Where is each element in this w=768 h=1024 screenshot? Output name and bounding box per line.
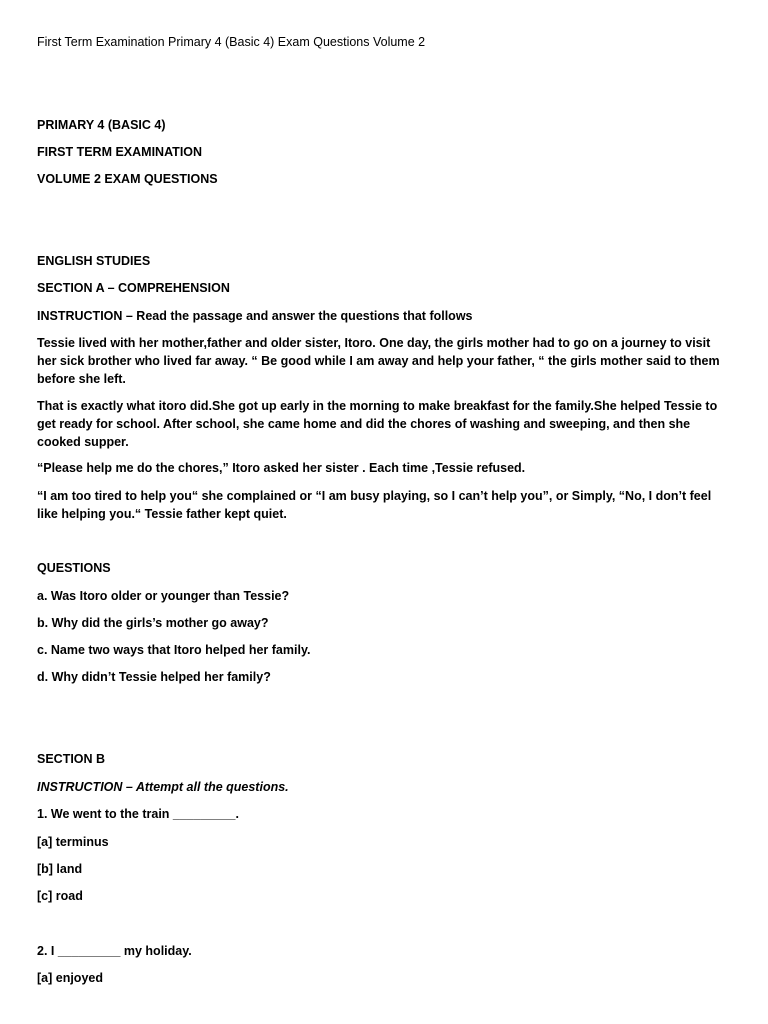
question-1-option: [b] land — [37, 862, 83, 876]
question-item: d. Why didn’t Tessie helped her family? — [37, 670, 271, 684]
question-1-stem: 1. We went to the train _________. — [37, 807, 239, 821]
question-2-stem: 2. I _________ my holiday. — [37, 944, 192, 958]
section-b-instruction: INSTRUCTION – Attempt all the questions. — [37, 780, 289, 794]
passage-paragraph-4: “I am too tired to help you“ she complained or “I am busy playing, so I can’t help you”, or Simply, “No, I don’t feel like helping you.“ Tessie father kept quiet. — [37, 489, 712, 521]
question-1-option: [a] terminus — [37, 835, 109, 849]
volume-heading: VOLUME 2 EXAM QUESTIONS — [37, 172, 218, 186]
question-2-option: [a] enjoyed — [37, 971, 103, 985]
questions-heading: QUESTIONS — [37, 561, 111, 575]
section-a-instruction: INSTRUCTION – Read the passage and answer the questions that follows — [37, 309, 473, 323]
document-title: First Term Examination Primary 4 (Basic 4) Exam Questions Volume 2 — [37, 35, 426, 49]
question-1-option: [c] road — [37, 889, 83, 903]
subject-heading: ENGLISH STUDIES — [37, 254, 151, 268]
passage-paragraph-3: “Please help me do the chores,” Itoro asked her sister . Each time ,Tessie refused. — [37, 461, 526, 475]
passage-paragraph-1: Tessie lived with her mother,father and older sister, Itoro. One day, the girls mother had to go on a journey to visit her sick brother who lived far away. “ Be good while I am away and help your father, “ the girls mother said to them before she left. — [37, 336, 720, 386]
question-item: b. Why did the girls’s mother go away? — [37, 616, 269, 630]
section-b-heading: SECTION B — [37, 752, 106, 766]
question-item: a. Was Itoro older or younger than Tessie? — [37, 589, 290, 603]
class-heading: PRIMARY 4 (BASIC 4) — [37, 118, 166, 132]
section-a-heading: SECTION A – COMPREHENSION — [37, 281, 230, 295]
passage-paragraph-2: That is exactly what itoro did.She got up early in the morning to make breakfast for the family.She helped Tessie to get ready for school. After school, she came home and did the chores of washing and sweeping, and then she cooked supper. — [37, 399, 718, 449]
term-heading: FIRST TERM EXAMINATION — [37, 145, 203, 159]
question-item: c. Name two ways that Itoro helped her family. — [37, 643, 311, 657]
